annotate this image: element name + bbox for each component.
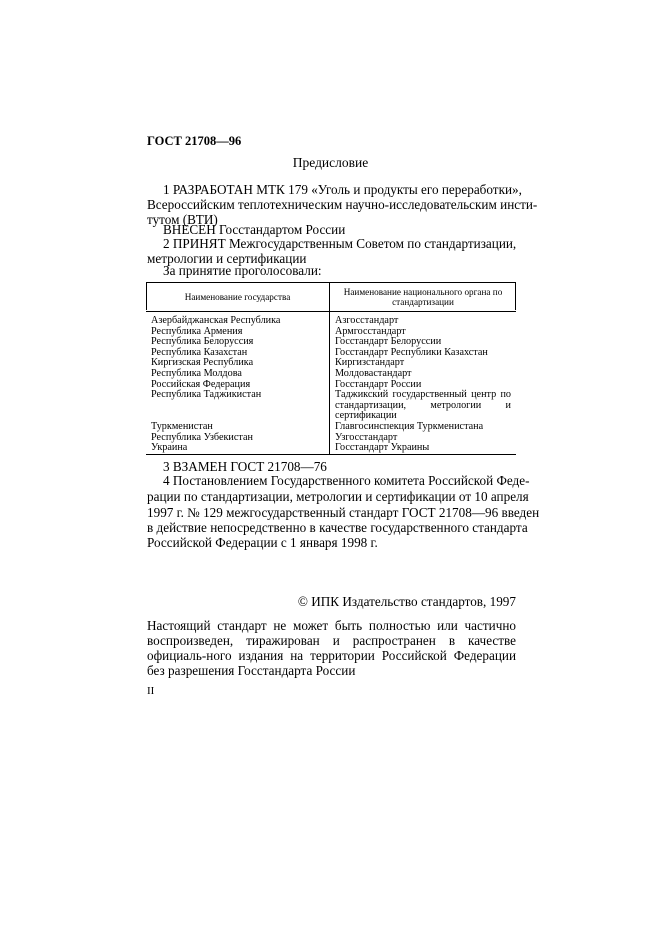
document-code: ГОСТ 21708—96 xyxy=(147,134,242,148)
table-row xyxy=(146,369,516,380)
section-2-voted: За принятие проголосовали: xyxy=(163,263,322,278)
cell-state: Туркменистан xyxy=(146,422,330,433)
section-2-line-2: метрологии и сертификации xyxy=(147,251,307,266)
section-4-line-1: 4 Постановлением Государственного комитета Российской Феде- xyxy=(163,473,530,488)
cell-org: Узгосстандарт xyxy=(335,431,398,443)
table-row xyxy=(146,312,516,327)
cell-state: Республика Таджикистан xyxy=(146,390,330,422)
copyright-notice: © ИПК Издательство стандартов, 1997 xyxy=(297,594,516,609)
section-4-line-2: рации по стандартизации, метрологии и сертификации от 10 апреля xyxy=(147,489,529,504)
table-row xyxy=(146,433,516,444)
cell-org: Азгосстандарт xyxy=(335,315,399,326)
cell-org: Госстандарт Белоруссии xyxy=(335,336,442,348)
section-2-line-1: 2 ПРИНЯТ Межгосударственным Советом по стандартизации, xyxy=(163,236,517,251)
cell-state: Республика Белоруссия xyxy=(146,337,330,348)
cell-org: Таджикский государственный центр по стандартизации, метрологии и сертификации xyxy=(335,389,511,422)
table-header-right-tick xyxy=(515,282,516,310)
section-4-line-5: Российской Федерации с 1 января 1998 г. xyxy=(147,535,378,550)
cell-org: Главгосинспекция Туркменистана xyxy=(335,420,484,432)
cell-org: Госстандарт Украины xyxy=(330,443,517,454)
cell-state: Республика Узбекистан xyxy=(146,433,330,444)
cell-state: Азербайджанская Республика xyxy=(146,312,330,327)
table-header-org: Наименование национального органа по стандартизации xyxy=(330,283,517,312)
section-4-line-4: в действие непосредственно в качестве государственного стандарта xyxy=(147,520,528,535)
reproduction-notice: Настоящий стандарт не может быть полностью или частично воспроизведен, тиражирован и распространен в качестве официаль-ного издания на территории Российской Федерации без разрешения Госстандарта России xyxy=(147,618,516,678)
table-row xyxy=(146,422,516,433)
table-header-left-tick xyxy=(146,282,147,310)
cell-state: Республика Армения xyxy=(146,327,330,338)
section-3: 3 ВЗАМЕН ГОСТ 21708—76 xyxy=(163,459,327,474)
voting-states-table xyxy=(146,282,516,455)
cell-org: Госстандарт России xyxy=(335,378,422,390)
cell-state: Республика Казахстан xyxy=(146,348,330,359)
table-row xyxy=(146,390,516,422)
cell-org: Молдовастандарт xyxy=(335,367,412,379)
section-4-line-3: 1997 г. № 129 межгосударственный стандарт ГОСТ 21708—96 введен xyxy=(147,505,540,520)
table-row xyxy=(146,443,516,454)
section-1-line-3: тутом (ВТИ) xyxy=(147,212,218,227)
cell-state: Российская Федерация xyxy=(146,380,330,391)
section-1-introduced: ВНЕСЕН Госстандартом России xyxy=(163,222,346,237)
cell-state: Киргизская Республика xyxy=(146,358,330,369)
page-number: II xyxy=(147,685,155,697)
table-header-state: Наименование государства xyxy=(146,283,330,312)
cell-state: Украина xyxy=(146,443,330,454)
cell-org: Киргизстандарт xyxy=(335,357,405,369)
section-1-line-2: Всероссийским теплотехническим научно-исследовательским инсти- xyxy=(147,197,538,212)
cell-org: Госстандарт Республики Казахстан xyxy=(335,346,488,358)
foreword-title: Предисловие xyxy=(292,155,369,170)
section-1-line-1: 1 РАЗРАБОТАН МТК 179 «Уголь и продукты его переработки», xyxy=(163,182,522,197)
cell-state: Республика Молдова xyxy=(146,369,330,380)
cell-org: Армгосстандарт xyxy=(335,325,406,337)
